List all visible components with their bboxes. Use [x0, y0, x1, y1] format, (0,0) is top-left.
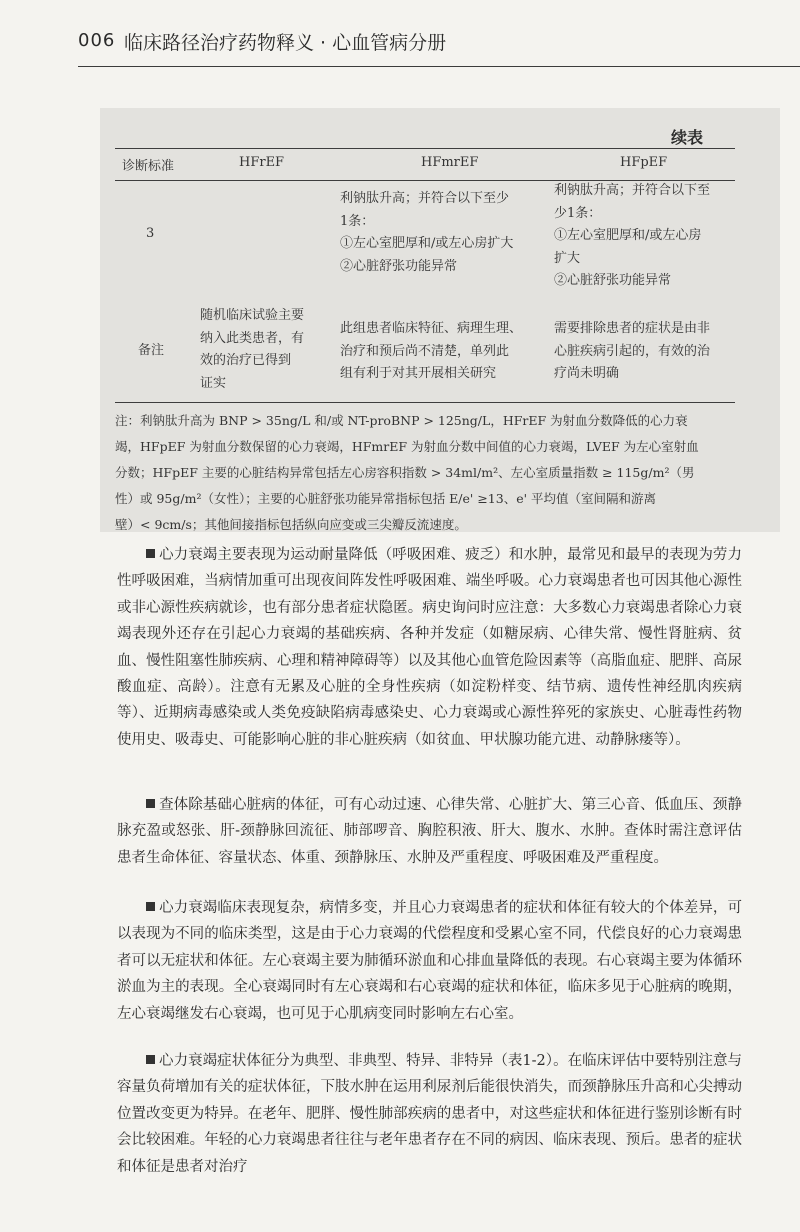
col-header-hfpef: HFpEF: [620, 155, 668, 170]
body-paragraph-1: 心力衰竭主要表现为运动耐量降低（呼吸困难、疲乏）和水肿，最常见和最早的表现为劳力性呼吸困难，当病情加重可出现夜间阵发性呼吸困难、端坐呼吸。心力衰竭患者也可因其他心源性或非心源性疾病就诊，也有部分患者症状隐匿。病史询问时应注意：大多数心力衰竭患者除心力衰竭表现外还存在引起心力衰竭的基础疾病、各种并发症（如糖尿病、心律失常、慢性肾脏病、贫血、慢性阻塞性肺疾病、心理和精神障碍等）以及其他心血管危险因素等（高脂血症、肥胖、高尿酸血症、高龄）。注意有无累及心脏的全身性疾病（如淀粉样变、结节病、遗传性神经肌肉疾病等）、近期病毒感染或人类免疫缺陷病毒感染史、心力衰竭或心源性猝死的家族史、心脏毒性药物使用史、吸毒史、可能影响心脏的非心脏疾病（如贫血、甲状腺功能亢进、动静脉瘘等）。: [117, 547, 742, 748]
col-header-hfmref: HFmrEF: [421, 155, 479, 170]
body-paragraph-3: 心力衰竭临床表现复杂，病情多变，并且心力衰竭患者的症状和体征有较大的个体差异，可以表现为不同的临床类型，这是由于心力衰竭的代偿程度和受累心室不同，代偿良好的心力衰竭患者可以无症状和体征。左心衰竭主要为肺循环淤血和心排血量降低的表现。右心衰竭主要为体循环淤血为主的表现。全心衰竭同时有左心衰竭和右心衰竭的症状和体征，临床多见于心脏病的晚期，左心衰竭继发右心衰竭，也可见于心肌病变同时影响左右心室。: [117, 900, 742, 1022]
table-top-rule: [115, 148, 735, 149]
remark-label: 备注: [138, 343, 165, 358]
square-bullet-icon: [146, 902, 155, 911]
row3-hfmref: 利钠肽升高；并符合以下至少 1条： ①左心室肥厚和/或左心房扩大 ②心脏舒张功能异常: [340, 191, 514, 274]
page-number: 006: [78, 30, 116, 51]
body-paragraph-4: 心力衰竭症状体征分为典型、非典型、特异、非特异（表1-2）。在临床评估中要特别注意与容量负荷增加有关的症状体征，下肢水肿在运用利尿剂后能很快消失，而颈静脉压升高和心尖搏动位置改变更为特异。在老年、肥胖、慢性肺部疾病的患者中，对这些症状和体征进行鉴别诊断有时会比较困难。年轻的心力衰竭患者往往与老年患者存在不同的病因、临床表现、预后。患者的症状和体征是患者对治疗: [117, 1053, 742, 1175]
continued-table-label: 续表: [671, 128, 704, 147]
row3-label: 3: [146, 226, 155, 241]
book-title: 临床路径治疗药物释义 · 心血管病分册: [124, 32, 447, 54]
square-bullet-icon: [146, 799, 155, 808]
body-paragraph-2: 查体除基础心脏病的体征，可有心动过速、心律失常、心脏扩大、第三心音、低血压、颈静脉充盈或怒张、肝-颈静脉回流征、肺部啰音、胸腔积液、肝大、腹水、水肿。查体时需注意评估患者生命体征、容量状态、体重、颈静脉压、水肿及严重程度、呼吸困难及严重程度。: [117, 797, 742, 866]
col-header-hfref: HFrEF: [239, 155, 285, 170]
square-bullet-icon: [146, 1055, 155, 1064]
table-note: 注：利钠肽升高为 BNP > 35ng/L 和/或 NT-proBNP > 125ng/L，HFrEF 为射血分数降低的心力衰 竭，HFpEF 为射血分数保留的心力衰竭，HFmrEF 为射血分数中间值的心力衰竭，LVEF 为左心室射血 分数；HFpEF 主要的心脏结构异常包括左心房容积指数 > 34ml/m²、左心室质量指数 ≥ 115g/m²（男 性）或 95g/m²（女性）；主要的心脏舒张功能异常指标包括 E/e' ≥13、e' 平均值（室间隔和游离 壁）< 9cm/s；其他间接指标包括纵向应变或三尖瓣反流速度。: [115, 413, 699, 532]
page-header: [78, 26, 800, 67]
remark-hfpef: 需要排除患者的症状是由非 心脏疾病引起的，有效的治 疗尚未明确: [554, 321, 711, 381]
table-bottom-rule: [115, 402, 735, 403]
remark-hfref: 随机临床试验主要 纳入此类患者，有 效的治疗已得到 证实: [200, 308, 305, 391]
remark-hfmref: 此组患者临床特征、病理生理、 治疗和预后尚不清楚，单列此 组有利于对其开展相关研究: [340, 321, 523, 381]
col-header-criteria: 诊断标准: [122, 159, 175, 174]
row3-hfpef: 利钠肽升高；并符合以下至 少1条： ①左心室肥厚和/或左心房 扩大 ②心脏舒张功能异常: [554, 183, 711, 288]
square-bullet-icon: [146, 549, 155, 558]
